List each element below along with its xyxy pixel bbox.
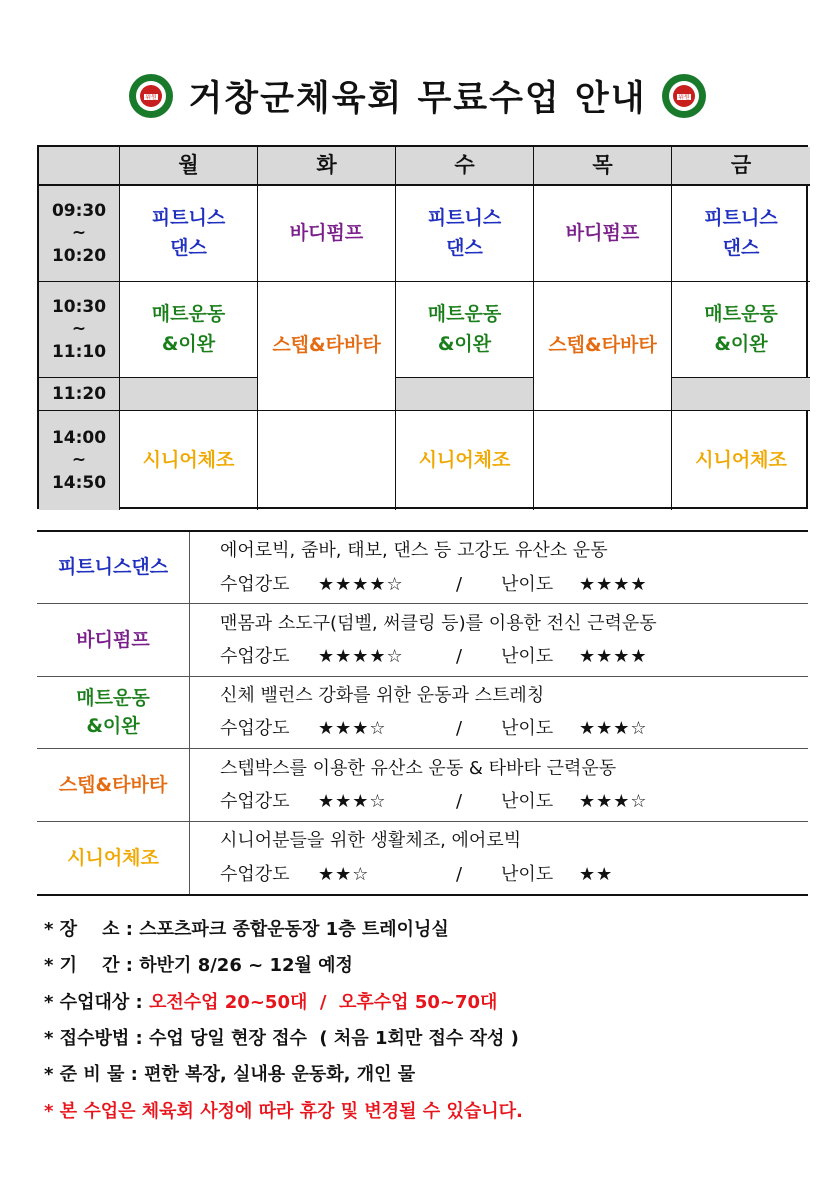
intensity-label: 수업강도 [220,573,290,595]
intensity-stars: ★★★☆ [318,790,387,812]
class-label: &이완 [714,332,768,355]
difficulty-label: 난이도 [501,863,554,885]
schedule-table [37,145,808,509]
class-fri-senior [672,411,810,510]
desc-row-mat [37,677,808,749]
desc-rating [220,640,808,673]
desc-name-line: 피트니스댄스 [57,556,169,579]
day-header-wed: 수 [396,147,534,186]
class-label: &이완 [437,332,492,355]
note-value: 하반기 8/26 ~ 12월 예정 [139,955,353,977]
note-target [44,983,814,1019]
intensity-stars: ★★★☆ [318,718,387,740]
desc-rating [220,712,808,745]
class-mon-fitness-dance [120,186,258,282]
left-emblem-icon [128,73,174,119]
class-label: 댄스 [722,236,760,259]
note-warning: * 본 수업은 체육회 사정에 따라 휴강 및 변경될 수 있습니다. [44,1100,523,1122]
right-emblem-text: 위원 [677,94,690,101]
class-label: &이완 [161,332,216,355]
time-start: 14:00 [51,428,107,449]
note-value: 편한 복장, 실내용 운동화, 개인 물 [144,1064,416,1086]
desc-text: 시니어분들을 위한 생활체조, 에어로빅 [220,830,522,852]
time-end: 14:50 [51,472,107,493]
intensity-label: 수업강도 [220,718,290,740]
empty-cell [258,411,396,510]
rating-separator: / [456,863,463,885]
rating-separator: / [456,646,463,668]
class-thu-bodypump [534,186,672,282]
note-signup [44,1019,814,1055]
time-slot-1030 [39,282,120,378]
class-label: 스텝&타바타 [272,334,381,357]
desc-name-line: 시니어체조 [67,846,159,869]
difficulty-label: 난이도 [501,718,554,740]
class-label: 피트니스 [704,207,778,230]
rating-separator: / [456,718,463,740]
desc-text: 스텝박스를 이용한 유산소 운동 & 타바타 근력운동 [220,757,617,779]
note-period [44,946,814,982]
empty-gray-cell [672,378,810,411]
rating-separator: / [456,790,463,812]
day-header-thu: 목 [534,147,672,186]
class-mon-senior [120,411,258,510]
intensity-stars: ★★★★☆ [318,573,404,595]
desc-row-bodypump [37,604,808,676]
left-emblem-text: 위원 [145,94,158,101]
note-value: 스포츠파크 종합운동장 1층 트레이닝실 [139,919,449,941]
desc-class-name [37,604,190,675]
rating-separator: / [456,573,463,595]
day-header-mon: 월 [120,147,258,186]
desc-content [190,532,808,603]
desc-rating [220,568,808,601]
intensity-label: 수업강도 [220,646,290,668]
right-emblem-icon [661,73,707,119]
intensity-stars: ★★★★☆ [318,646,404,668]
desc-text: 에어로빅, 줌바, 태보, 댄스 등 고강도 유산소 운동 [220,540,608,562]
schedule-corner-cell [39,147,120,186]
class-label: 스텝&타바타 [548,334,657,357]
desc-row-senior [37,822,808,894]
day-header-fri: 금 [672,147,810,186]
note-key: * 접수방법 : [44,1028,149,1050]
difficulty-label: 난이도 [501,646,554,668]
difficulty-label: 난이도 [501,573,554,595]
class-tue-bodypump [258,186,396,282]
time-slot-1400 [39,411,120,510]
desc-row-step-tabata [37,749,808,821]
class-label: 댄스 [446,236,483,259]
time-slot-0930 [39,186,120,282]
time-sep: ~ [71,450,87,471]
time-sep: ~ [71,223,87,244]
desc-text: 맨몸과 소도구(덤벨, 써클링 등)를 이용한 전신 근력운동 [220,612,657,634]
time-start: 10:30 [51,297,107,318]
difficulty-stars: ★★ [579,863,614,885]
desc-class-name [37,677,190,748]
note-value: 수업 당일 현장 접수 ( 처음 1회만 접수 작성 ) [148,1028,519,1050]
time-end: 10:20 [51,245,107,266]
note-key: * 기 간 : [44,955,140,977]
desc-content [190,822,808,894]
note-key: * 장 소 : [44,919,140,941]
time-slot-1120: 11:20 [39,378,120,411]
class-tue-step-tabata [258,282,396,411]
desc-name-line: 스텝&타바타 [58,773,168,796]
desc-content [190,677,808,748]
empty-cell [534,411,672,510]
class-label: 매트운동 [427,303,502,326]
class-wed-mat [396,282,534,378]
page-title: 거창군체육회 무료수업 안내 [188,79,647,119]
class-label: 바디펌프 [289,221,364,244]
time-start: 09:30 [51,201,107,222]
intensity-label: 수업강도 [220,790,290,812]
class-label: 바디펌프 [565,221,640,244]
class-wed-senior [396,411,534,510]
desc-row-fitness-dance [37,532,808,604]
desc-name-line: &이완 [86,715,140,738]
desc-text: 신체 밸런스 강화를 위한 운동과 스트레칭 [220,685,545,707]
desc-class-name [37,822,190,894]
difficulty-label: 난이도 [501,790,554,812]
difficulty-stars: ★★★☆ [579,790,648,812]
difficulty-stars: ★★★★ [579,646,648,668]
class-label: 피트니스 [427,207,502,230]
desc-name-line: 매트운동 [76,686,150,709]
desc-content [190,749,808,820]
class-label: 매트운동 [151,303,226,326]
class-fri-mat [672,282,810,378]
class-wed-fitness-dance [396,186,534,282]
class-label: 시니어체조 [695,448,787,471]
class-label: 피트니스 [151,207,226,230]
day-header-tue: 화 [258,147,396,186]
note-key: * 준 비 물 : [44,1064,145,1086]
time-sep: ~ [71,319,87,340]
time-end: 11:10 [51,341,107,362]
empty-gray-cell [120,378,258,411]
difficulty-stars: ★★★☆ [579,718,648,740]
class-label: 댄스 [170,236,207,259]
desc-content [190,604,808,675]
page-header [0,70,835,122]
class-label: 시니어체조 [142,448,235,471]
desc-rating [220,785,808,818]
desc-class-name [37,532,190,603]
desc-class-name [37,749,190,820]
note-value: 오전수업 20~50대 / 오후수업 50~70대 [148,991,498,1013]
note-bring [44,1055,814,1091]
class-description-table [37,530,808,896]
class-fri-fitness-dance [672,186,810,282]
intensity-label: 수업강도 [220,863,290,885]
class-thu-step-tabata [534,282,672,411]
desc-rating [220,858,808,891]
difficulty-stars: ★★★★ [579,573,648,595]
note-place [44,910,814,946]
class-label: 시니어체조 [418,448,511,471]
class-mon-mat [120,282,258,378]
note-key: * 수업대상 : [44,991,149,1013]
desc-name-line: 바디펌프 [76,628,150,651]
notice-list [44,910,814,1128]
intensity-stars: ★★☆ [318,863,370,885]
empty-gray-cell [396,378,534,411]
class-label: 매트운동 [704,303,778,326]
